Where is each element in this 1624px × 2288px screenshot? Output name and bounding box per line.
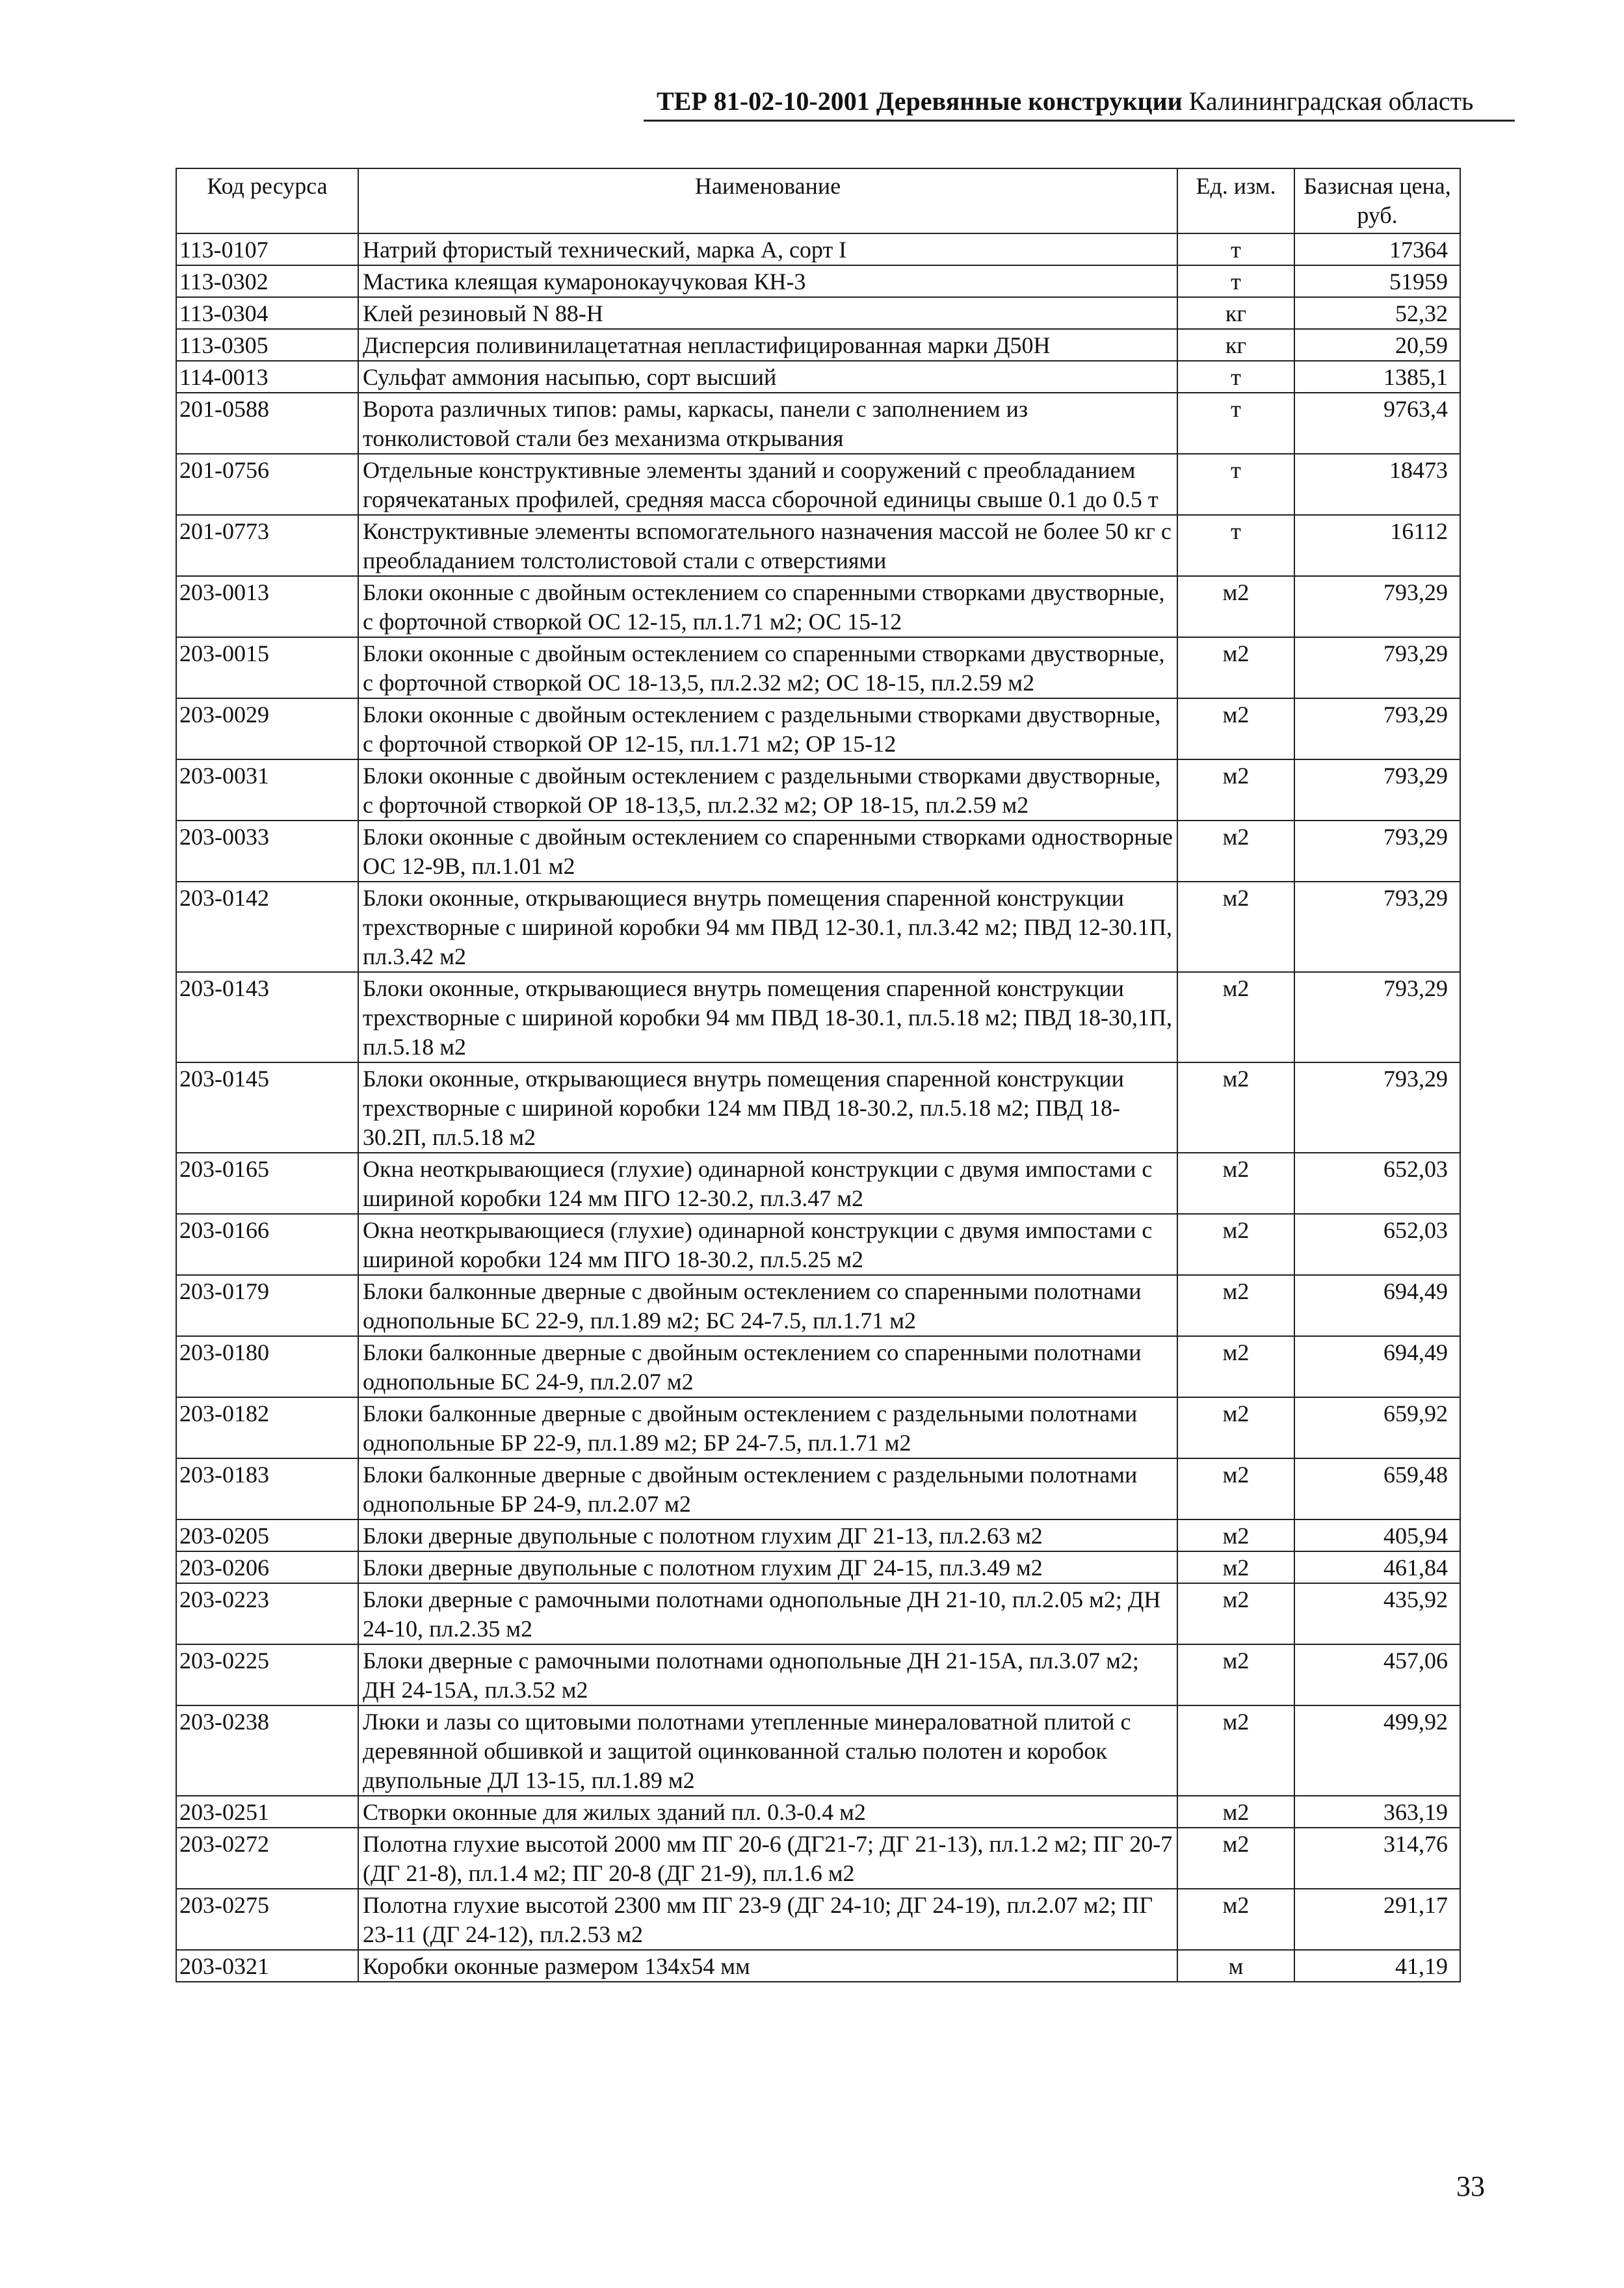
table-row — [176, 1583, 1460, 1644]
resource-name-cell: Блоки оконные с двойным остеклением с раздельными створками двустворные, с форточной створкой ОР 18-13,5, пл.2.32 м2; ОР 18-15, пл.2.59 м2 — [358, 759, 1177, 821]
table-row — [176, 1458, 1460, 1519]
unit-cell: м2 — [1177, 637, 1294, 698]
resource-name-cell: Ворота различных типов: рамы, каркасы, панели с заполнением из тонколистовой стали без механизма открывания — [358, 393, 1177, 454]
unit-cell: м2 — [1177, 1644, 1294, 1705]
resource-code-cell: 203-0015 — [176, 637, 358, 698]
table-row — [176, 1214, 1460, 1275]
resource-name-cell: Створки оконные для жилых зданий пл. 0.3-0.4 м2 — [358, 1796, 1177, 1828]
table-row — [176, 233, 1460, 265]
table-row — [176, 1153, 1460, 1214]
price-cell: 457,06 — [1294, 1644, 1460, 1705]
unit-cell: т — [1177, 393, 1294, 454]
unit-cell: т — [1177, 265, 1294, 297]
resource-name-cell: Блоки дверные с рамочными полотнами однопольные ДН 21-10, пл.2.05 м2; ДН 24-10, пл.2.35 м2 — [358, 1583, 1177, 1644]
table-row — [176, 1397, 1460, 1458]
price-cell: 793,29 — [1294, 882, 1460, 972]
price-cell: 694,49 — [1294, 1336, 1460, 1397]
resource-name-cell: Полотна глухие высотой 2000 мм ПГ 20-6 (ДГ21-7; ДГ 21-13), пл.1.2 м2; ПГ 20-7 (ДГ 21-8), пл.1.4 м2; ПГ 20-8 (ДГ 21-9), пл.1.6 м2 — [358, 1828, 1177, 1889]
price-cell: 694,49 — [1294, 1275, 1460, 1336]
price-cell: 659,92 — [1294, 1397, 1460, 1458]
table-row — [176, 1062, 1460, 1153]
price-table — [176, 168, 1461, 1982]
resource-code-cell: 203-0013 — [176, 576, 358, 637]
resource-name-cell: Полотна глухие высотой 2300 мм ПГ 23-9 (ДГ 24-10; ДГ 24-19), пл.2.07 м2; ПГ 23-11 (ДГ 24-12), пл.2.53 м2 — [358, 1889, 1177, 1950]
price-cell: 793,29 — [1294, 637, 1460, 698]
price-cell: 461,84 — [1294, 1551, 1460, 1583]
price-cell: 499,92 — [1294, 1705, 1460, 1796]
price-cell: 17364 — [1294, 233, 1460, 265]
table-row — [176, 1336, 1460, 1397]
resource-code-cell: 201-0588 — [176, 393, 358, 454]
price-cell: 314,76 — [1294, 1828, 1460, 1889]
table-row — [176, 698, 1460, 759]
price-cell: 793,29 — [1294, 821, 1460, 882]
price-cell: 793,29 — [1294, 1062, 1460, 1153]
resource-code-cell: 203-0031 — [176, 759, 358, 821]
unit-cell: м2 — [1177, 1275, 1294, 1336]
resource-name-cell: Блоки балконные дверные с двойным остеклением с раздельными полотнами однопольные БР 22-9, пл.1.89 м2; БР 24-7.5, пл.1.71 м2 — [358, 1397, 1177, 1458]
resource-name-cell: Блоки дверные двупольные с полотном глухим ДГ 21-13, пл.2.63 м2 — [358, 1519, 1177, 1551]
table-row — [176, 1644, 1460, 1705]
price-cell: 20,59 — [1294, 329, 1460, 361]
resource-code-cell: 203-0321 — [176, 1950, 358, 1982]
unit-cell: м2 — [1177, 1551, 1294, 1583]
table-row — [176, 637, 1460, 698]
resource-code-cell: 203-0165 — [176, 1153, 358, 1214]
resource-name-cell: Блоки балконные дверные с двойным остеклением со спаренными полотнами однопольные БС 22-9, пл.1.89 м2; БС 24-7.5, пл.1.71 м2 — [358, 1275, 1177, 1336]
resource-name-cell: Дисперсия поливинилацетатная непластифицированная марки Д50Н — [358, 329, 1177, 361]
unit-cell: т — [1177, 361, 1294, 393]
document-title: ТЕР 81-02-10-2001 Деревянные конструкции — [657, 86, 1183, 116]
unit-cell: м2 — [1177, 972, 1294, 1062]
unit-cell: м2 — [1177, 1583, 1294, 1644]
table-row — [176, 759, 1460, 821]
price-cell: 291,17 — [1294, 1889, 1460, 1950]
resource-code-cell: 203-0206 — [176, 1551, 358, 1583]
price-cell: 652,03 — [1294, 1153, 1460, 1214]
unit-cell: м2 — [1177, 759, 1294, 821]
unit-cell: м2 — [1177, 1889, 1294, 1950]
resource-name-cell: Блоки дверные с рамочными полотнами однопольные ДН 21-15А, пл.3.07 м2; ДН 24-15А, пл.3.52 м2 — [358, 1644, 1177, 1705]
resource-name-cell: Сульфат аммония насыпью, сорт высший — [358, 361, 1177, 393]
price-cell: 18473 — [1294, 454, 1460, 515]
resource-code-cell: 113-0304 — [176, 297, 358, 329]
table-row — [176, 821, 1460, 882]
unit-cell: м2 — [1177, 882, 1294, 972]
resource-code-cell: 113-0107 — [176, 233, 358, 265]
price-cell: 652,03 — [1294, 1214, 1460, 1275]
resource-name-cell: Клей резиновый N 88-Н — [358, 297, 1177, 329]
unit-cell: м — [1177, 1950, 1294, 1982]
price-cell: 659,48 — [1294, 1458, 1460, 1519]
resource-code-cell: 203-0182 — [176, 1397, 358, 1458]
resource-name-cell: Коробки оконные размером 134х54 мм — [358, 1950, 1177, 1982]
resource-name-cell: Блоки оконные, открывающиеся внутрь помещения спаренной конструкции трехстворные с шириной коробки 94 мм ПВД 18-30.1, пл.5.18 м2; ПВД 18-30,1П, пл.5.18 м2 — [358, 972, 1177, 1062]
resource-code-cell: 113-0302 — [176, 265, 358, 297]
table-row — [176, 297, 1460, 329]
resource-code-cell: 203-0251 — [176, 1796, 358, 1828]
unit-cell: м2 — [1177, 1062, 1294, 1153]
resource-name-cell: Отдельные конструктивные элементы зданий и сооружений с преобладанием горячекатаных профилей, средняя масса сборочной единицы свыше 0.1 до 0.5 т — [358, 454, 1177, 515]
resource-code-cell: 203-0029 — [176, 698, 358, 759]
unit-cell: м2 — [1177, 1796, 1294, 1828]
price-cell: 41,19 — [1294, 1950, 1460, 1982]
unit-cell: т — [1177, 515, 1294, 576]
column-header-name: Наименование — [358, 168, 1177, 233]
resource-code-cell: 113-0305 — [176, 329, 358, 361]
table-row — [176, 1275, 1460, 1336]
table-row — [176, 1889, 1460, 1950]
resource-code-cell: 203-0225 — [176, 1644, 358, 1705]
unit-cell: м2 — [1177, 1458, 1294, 1519]
price-cell: 793,29 — [1294, 698, 1460, 759]
resource-name-cell: Люки и лазы со щитовыми полотнами утепленные минераловатной плитой с деревянной обшивкой и защитой оцинкованной сталью полотен и коробок двупольные ДЛ 13-15, пл.1.89 м2 — [358, 1705, 1177, 1796]
price-cell: 9763,4 — [1294, 393, 1460, 454]
table-row — [176, 1828, 1460, 1889]
resource-code-cell: 201-0756 — [176, 454, 358, 515]
table-row — [176, 1551, 1460, 1583]
column-header-code: Код ресурса — [176, 168, 358, 233]
price-table-container — [176, 168, 1460, 1982]
resource-name-cell: Блоки оконные, открывающиеся внутрь помещения спаренной конструкции трехстворные с шириной коробки 124 мм ПВД 18-30.2, пл.5.18 м2; ПВД 18-30.2П, пл.5.18 м2 — [358, 1062, 1177, 1153]
column-header-unit: Ед. изм. — [1177, 168, 1294, 233]
table-header-row — [176, 168, 1460, 233]
page-header — [657, 86, 1473, 117]
unit-cell: м2 — [1177, 698, 1294, 759]
column-header-price: Базисная цена, руб. — [1294, 168, 1460, 233]
table-row — [176, 361, 1460, 393]
unit-cell: м2 — [1177, 821, 1294, 882]
resource-name-cell: Блоки балконные дверные с двойным остеклением со спаренными полотнами однопольные БС 24-9, пл.2.07 м2 — [358, 1336, 1177, 1397]
resource-name-cell: Натрий фтористый технический, марка А, сорт I — [358, 233, 1177, 265]
header-rule — [644, 120, 1515, 122]
resource-code-cell: 203-0180 — [176, 1336, 358, 1397]
resource-code-cell: 203-0142 — [176, 882, 358, 972]
unit-cell: м2 — [1177, 1828, 1294, 1889]
resource-name-cell: Блоки оконные, открывающиеся внутрь помещения спаренной конструкции трехстворные с шириной коробки 94 мм ПВД 12-30.1, пл.3.42 м2; ПВД 12-30.1П, пл.3.42 м2 — [358, 882, 1177, 972]
price-cell: 363,19 — [1294, 1796, 1460, 1828]
unit-cell: м2 — [1177, 1397, 1294, 1458]
resource-name-cell: Блоки оконные с двойным остеклением с раздельными створками двустворные, с форточной створкой ОР 12-15, пл.1.71 м2; ОР 15-12 — [358, 698, 1177, 759]
table-row — [176, 972, 1460, 1062]
resource-name-cell: Блоки оконные с двойным остеклением со спаренными створками одностворные ОС 12-9В, пл.1.01 м2 — [358, 821, 1177, 882]
table-row — [176, 1519, 1460, 1551]
table-body — [176, 233, 1460, 1982]
table-row — [176, 882, 1460, 972]
resource-code-cell: 201-0773 — [176, 515, 358, 576]
resource-code-cell: 203-0272 — [176, 1828, 358, 1889]
unit-cell: кг — [1177, 297, 1294, 329]
unit-cell: м2 — [1177, 1153, 1294, 1214]
price-cell: 16112 — [1294, 515, 1460, 576]
table-row — [176, 329, 1460, 361]
table-row — [176, 1796, 1460, 1828]
resource-code-cell: 203-0179 — [176, 1275, 358, 1336]
table-row — [176, 454, 1460, 515]
price-cell: 793,29 — [1294, 759, 1460, 821]
unit-cell: м2 — [1177, 576, 1294, 637]
price-cell: 51959 — [1294, 265, 1460, 297]
resource-code-cell: 203-0033 — [176, 821, 358, 882]
table-row — [176, 393, 1460, 454]
unit-cell: м2 — [1177, 1336, 1294, 1397]
resource-name-cell: Блоки балконные дверные с двойным остеклением с раздельными полотнами однопольные БР 24-9, пл.2.07 м2 — [358, 1458, 1177, 1519]
price-cell: 52,32 — [1294, 297, 1460, 329]
page-number: 33 — [1456, 2170, 1485, 2202]
resource-code-cell: 114-0013 — [176, 361, 358, 393]
resource-name-cell: Мастика клеящая кумаронокаучуковая КН-3 — [358, 265, 1177, 297]
resource-name-cell: Блоки дверные двупольные с полотном глухим ДГ 24-15, пл.3.49 м2 — [358, 1551, 1177, 1583]
price-cell: 1385,1 — [1294, 361, 1460, 393]
resource-name-cell: Блоки оконные с двойным остеклением со спаренными створками двустворные, с форточной створкой ОС 18-13,5, пл.2.32 м2; ОС 18-15, пл.2.59 м2 — [358, 637, 1177, 698]
unit-cell: т — [1177, 233, 1294, 265]
price-cell: 435,92 — [1294, 1583, 1460, 1644]
unit-cell: м2 — [1177, 1214, 1294, 1275]
table-row — [176, 1705, 1460, 1796]
resource-code-cell: 203-0183 — [176, 1458, 358, 1519]
resource-name-cell: Окна неоткрывающиеся (глухие) одинарной конструкции с двумя импостами с шириной коробки 124 мм ПГО 12-30.2, пл.3.47 м2 — [358, 1153, 1177, 1214]
unit-cell: м2 — [1177, 1705, 1294, 1796]
table-row — [176, 576, 1460, 637]
unit-cell: кг — [1177, 329, 1294, 361]
resource-code-cell: 203-0223 — [176, 1583, 358, 1644]
resource-code-cell: 203-0143 — [176, 972, 358, 1062]
price-cell: 405,94 — [1294, 1519, 1460, 1551]
resource-code-cell: 203-0205 — [176, 1519, 358, 1551]
table-row — [176, 265, 1460, 297]
resource-name-cell: Окна неоткрывающиеся (глухие) одинарной конструкции с двумя импостами с шириной коробки 124 мм ПГО 18-30.2, пл.5.25 м2 — [358, 1214, 1177, 1275]
resource-code-cell: 203-0238 — [176, 1705, 358, 1796]
table-row — [176, 515, 1460, 576]
resource-name-cell: Конструктивные элементы вспомогательного назначения массой не более 50 кг с преобладанием толстолистовой стали с отверстиями — [358, 515, 1177, 576]
resource-code-cell: 203-0275 — [176, 1889, 358, 1950]
region-name: Калининградская область — [1188, 86, 1474, 116]
unit-cell: м2 — [1177, 1519, 1294, 1551]
resource-code-cell: 203-0145 — [176, 1062, 358, 1153]
resource-code-cell: 203-0166 — [176, 1214, 358, 1275]
table-row — [176, 1950, 1460, 1982]
price-cell: 793,29 — [1294, 972, 1460, 1062]
price-cell: 793,29 — [1294, 576, 1460, 637]
unit-cell: т — [1177, 454, 1294, 515]
resource-name-cell: Блоки оконные с двойным остеклением со спаренными створками двустворные, с форточной створкой ОС 12-15, пл.1.71 м2; ОС 15-12 — [358, 576, 1177, 637]
